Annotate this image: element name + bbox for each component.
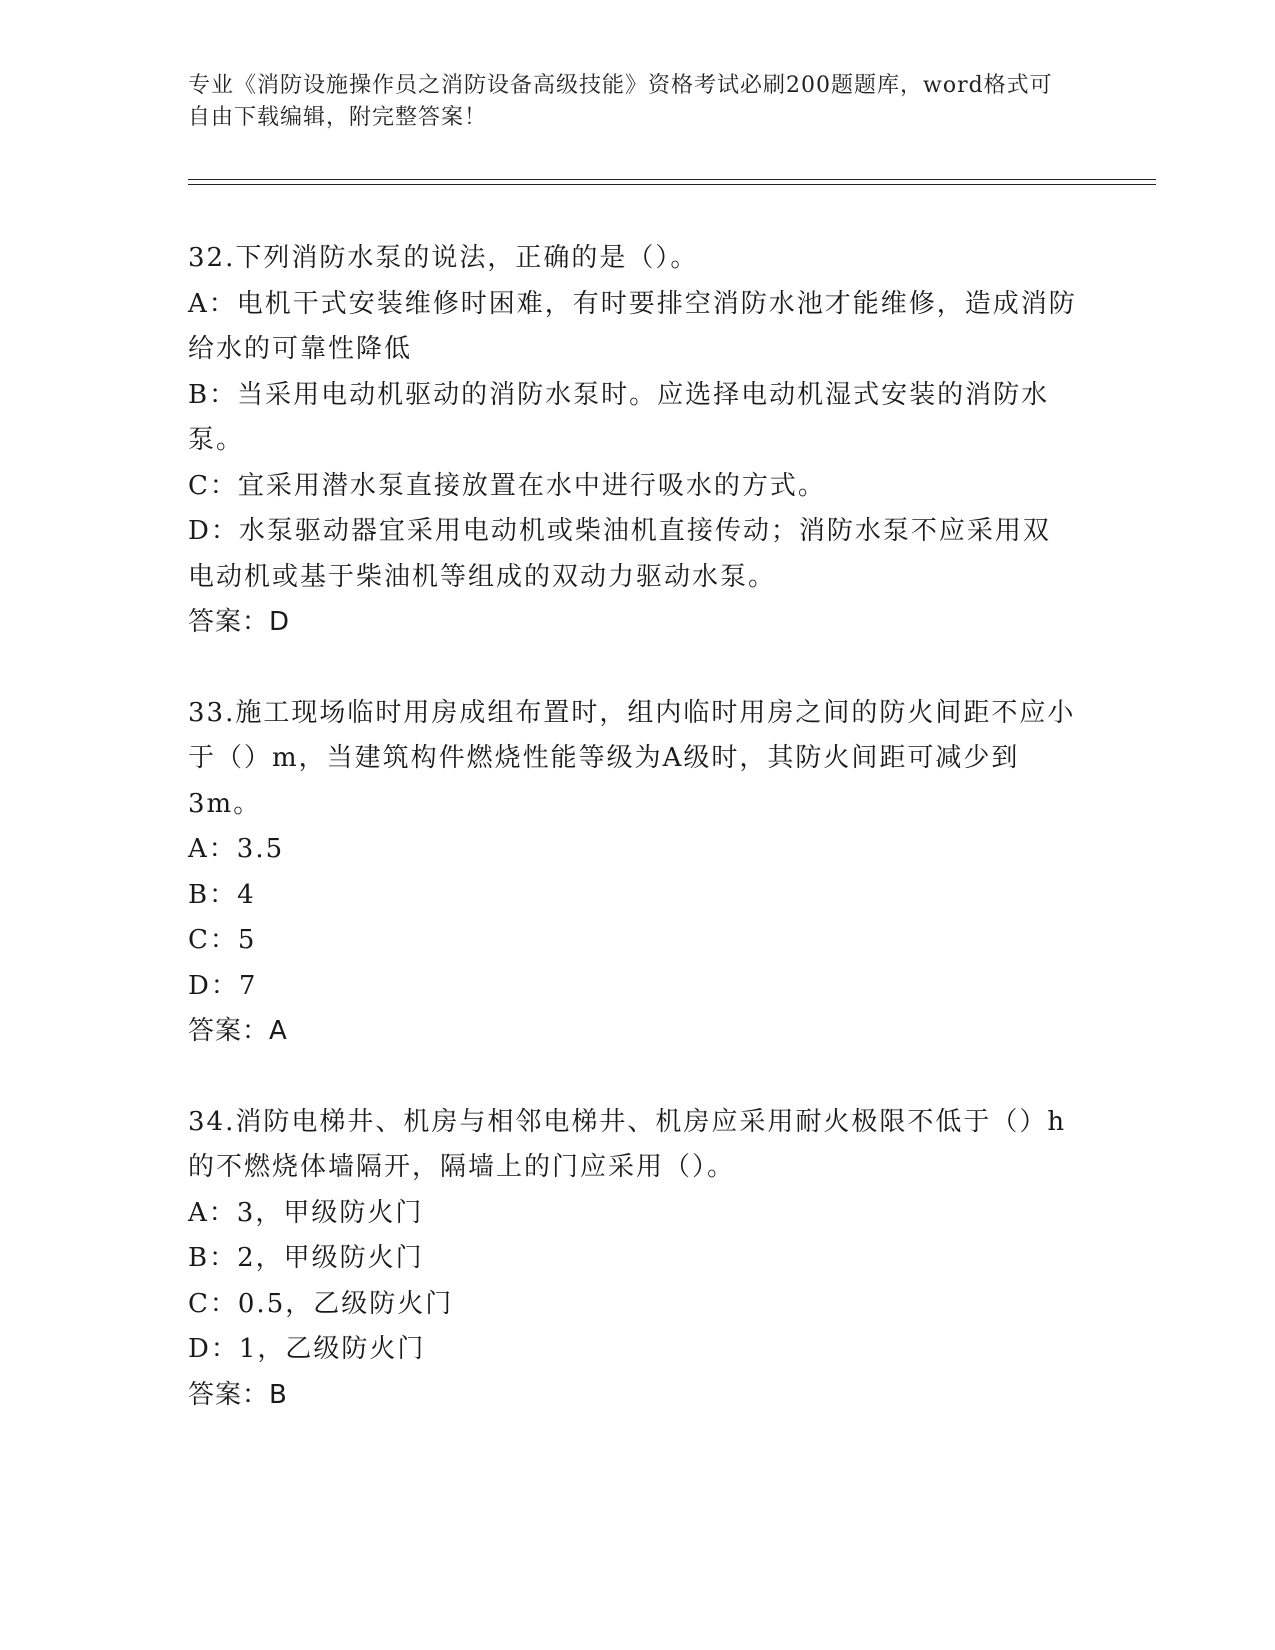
option-b: B：2，甲级防火门 xyxy=(188,1243,424,1273)
option-d: D：7 xyxy=(188,970,258,1001)
question-stem: 33.施工现场临时用房成组布置时，组内临时用房之间的防火间距不应小于（）m，当建筑构件燃烧性能等级为A级时，其防火间距可减少到3m。 xyxy=(188,697,1076,819)
option-c: C：5 xyxy=(188,925,257,955)
answer: 答案：A xyxy=(188,1016,288,1046)
option-a: A：3，甲级防火门 xyxy=(188,1197,424,1228)
option-c: C：宜采用潜水泵直接放置在水中进行吸水的方式。 xyxy=(188,470,826,501)
option-b: B：4 xyxy=(188,879,256,910)
answer: 答案：B xyxy=(188,1379,288,1410)
option-a: A：电机干式安装维修时困难，有时要排空消防水池才能维修，造成消防给水的可靠性降低 xyxy=(188,288,1077,364)
option-d: D：1，乙级防火门 xyxy=(188,1334,426,1364)
option-a: A：3.5 xyxy=(188,834,285,864)
option-d: D：水泵驱动器宜采用电动机或柴油机直接传动；消防水泵不应采用双电动机或基于柴油机等组成的双动力驱动水泵。 xyxy=(188,516,1051,592)
page-header: 专业《消防设施操作员之消防设备高级技能》资格考试必刷200题题库，word格式可自由下载编辑，附完整答案！ xyxy=(188,73,1053,130)
option-b: B：当采用电动机驱动的消防水泵时。应选择电动机湿式安装的消防水泵。 xyxy=(188,379,1050,455)
header-rule-bottom xyxy=(188,184,1156,185)
answer: 答案：D xyxy=(188,607,291,637)
question-34 xyxy=(188,1100,1078,1419)
question-33 xyxy=(188,691,1078,1055)
header-rule-top xyxy=(188,179,1156,180)
question-stem: 34.消防电梯井、机房与相邻电梯井、机房应采用耐火极限不低于（）h的不燃烧体墙隔开，隔墙上的门应采用（）。 xyxy=(188,1106,1067,1182)
question-32 xyxy=(188,236,1078,646)
option-c: C：0.5，乙级防火门 xyxy=(188,1288,454,1319)
question-stem: 32.下列消防水泵的说法，正确的是（）。 xyxy=(188,243,699,273)
question-list xyxy=(188,236,1078,1463)
